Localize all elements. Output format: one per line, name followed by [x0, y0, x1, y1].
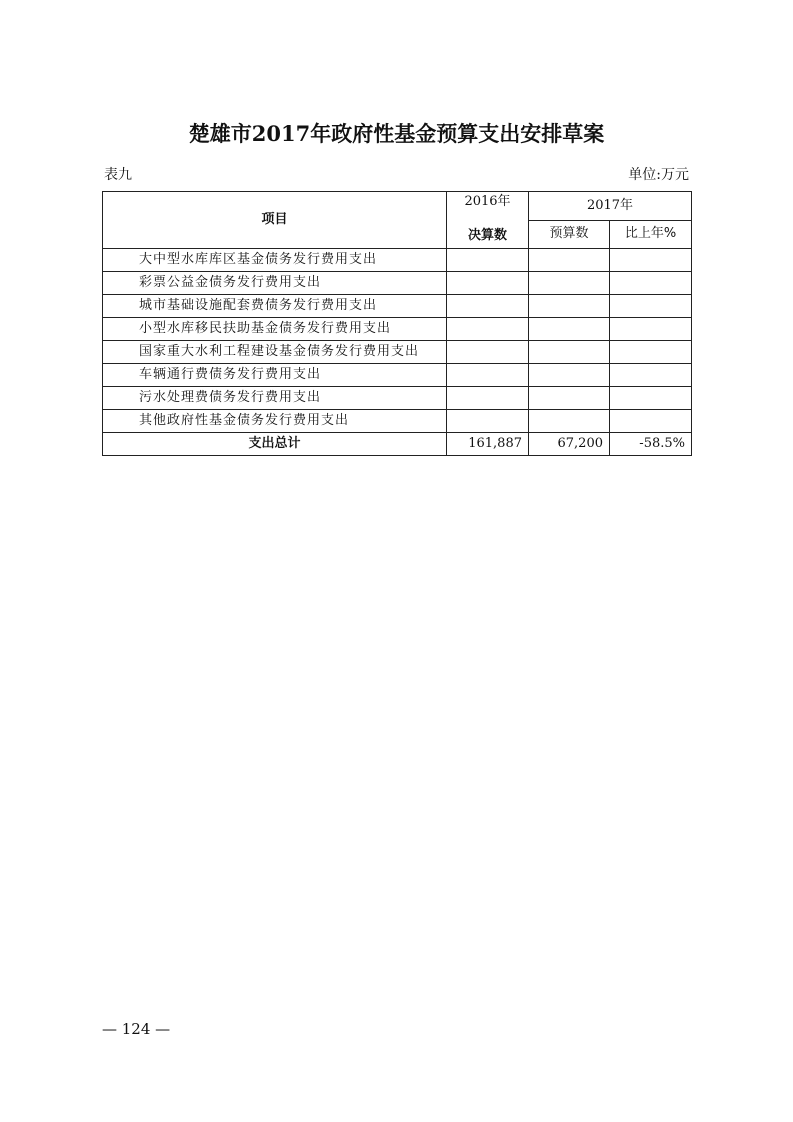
row-item: 大中型水库库区基金债务发行费用支出 [103, 249, 447, 272]
table-row [103, 318, 692, 341]
row-change [610, 387, 692, 410]
row-item: 车辆通行费债务发行费用支出 [103, 364, 447, 387]
table-row [103, 295, 692, 318]
table-row [103, 341, 692, 364]
row-actual-2016 [447, 295, 529, 318]
row-change [610, 249, 692, 272]
table-row [103, 249, 692, 272]
total-actual-2016: 161,887 [447, 433, 529, 456]
header-2016-year: 2016年 [464, 194, 511, 209]
budget-table [102, 191, 692, 456]
header-item: 项目 [103, 192, 447, 249]
row-change [610, 295, 692, 318]
table-label: 表九 [104, 167, 132, 183]
row-item: 污水处理费债务发行费用支出 [103, 387, 447, 410]
table-row [103, 364, 692, 387]
document-title: 楚雄市2017年政府性基金预算支出安排草案 [188, 121, 605, 146]
row-item: 其他政府性基金债务发行费用支出 [103, 410, 447, 433]
row-budget-2017 [529, 410, 610, 433]
header-2016 [447, 192, 529, 249]
row-actual-2016 [447, 249, 529, 272]
header-budget: 预算数 [529, 220, 610, 249]
row-item: 小型水库移民扶助基金债务发行费用支出 [103, 318, 447, 341]
row-item: 城市基础设施配套费债务发行费用支出 [103, 295, 447, 318]
row-change [610, 364, 692, 387]
page-number: — 124 — [102, 1020, 171, 1038]
row-item: 国家重大水利工程建设基金债务发行费用支出 [103, 341, 447, 364]
row-budget-2017 [529, 364, 610, 387]
row-actual-2016 [447, 410, 529, 433]
header-2016-actual: 决算数 [467, 228, 507, 243]
row-budget-2017 [529, 272, 610, 295]
total-change: -58.5% [610, 433, 692, 456]
row-budget-2017 [529, 295, 610, 318]
row-actual-2016 [447, 364, 529, 387]
total-label: 支出总计 [103, 433, 447, 456]
row-change [610, 272, 692, 295]
row-actual-2016 [447, 318, 529, 341]
row-actual-2016 [447, 341, 529, 364]
total-row [103, 433, 692, 456]
row-actual-2016 [447, 272, 529, 295]
table-row [103, 410, 692, 433]
table-row [103, 272, 692, 295]
row-budget-2017 [529, 318, 610, 341]
row-budget-2017 [529, 249, 610, 272]
row-change [610, 410, 692, 433]
row-budget-2017 [529, 387, 610, 410]
total-budget-2017: 67,200 [529, 433, 610, 456]
row-budget-2017 [529, 341, 610, 364]
row-change [610, 318, 692, 341]
row-change [610, 341, 692, 364]
header-2017-year: 2017年 [529, 192, 692, 221]
unit-label: 单位:万元 [628, 167, 689, 183]
row-item: 彩票公益金债务发行费用支出 [103, 272, 447, 295]
header-change: 比上年% [610, 220, 692, 249]
table-row [103, 387, 692, 410]
row-actual-2016 [447, 387, 529, 410]
